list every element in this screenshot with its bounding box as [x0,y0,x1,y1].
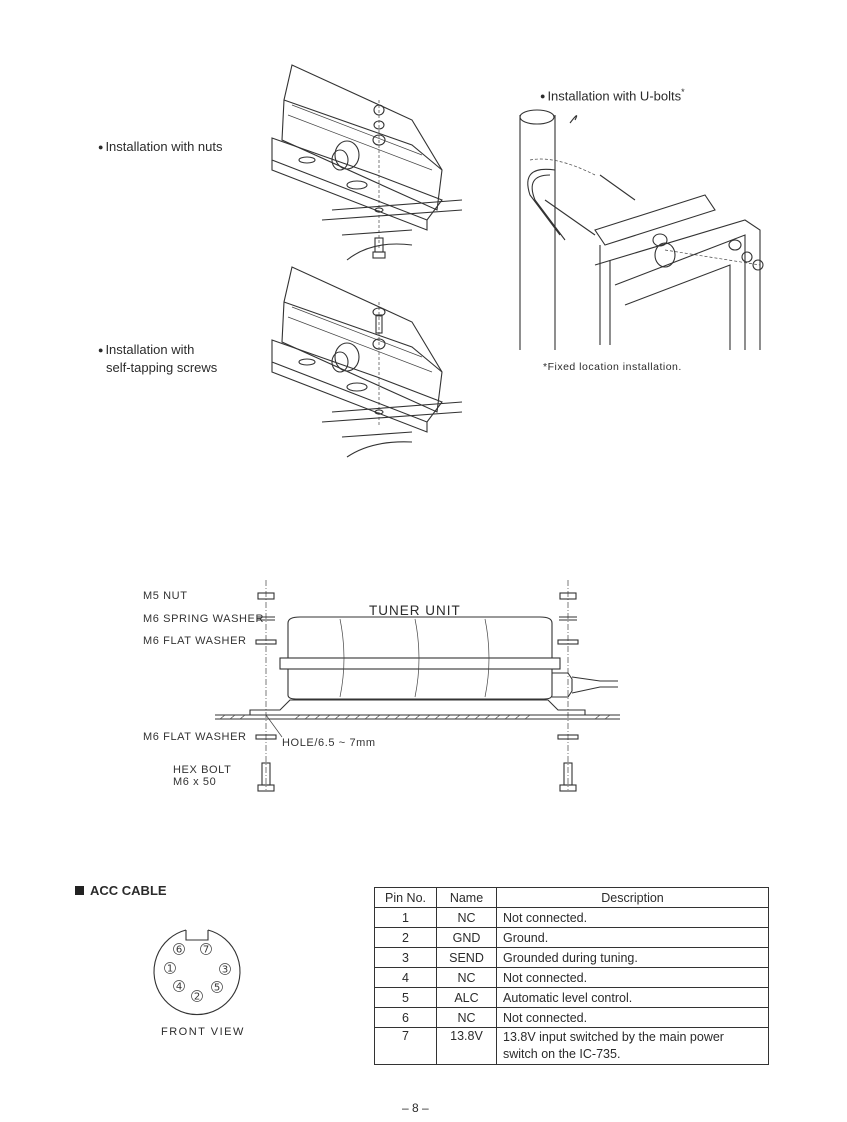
header-pin-no: Pin No. [375,888,437,908]
pin-cell: 4 [375,968,437,988]
pin-cell: 2 [375,928,437,948]
header-name: Name [437,888,497,908]
name-cell: SEND [437,948,497,968]
label-install-screws-line2: self-tapping screws [106,360,218,375]
tuner-unit-diagram [200,575,630,805]
pin-4-label: 4 [175,981,183,993]
acc-connector-front-view [152,928,242,1018]
name-cell: NC [437,908,497,928]
description-cell: Automatic level control. [497,988,769,1008]
table-row [375,928,769,948]
label-m6-spring-washer: M6 SPRING WASHER [143,613,265,625]
wing-nut-icon [332,343,359,372]
name-cell: ALC [437,988,497,1008]
label-install-ubolts-text: Installation with U-bolts [547,88,682,104]
acc-cable-heading [75,883,167,898]
label-hex-bolt-line2: M6 x 50 [173,776,217,788]
table-row [375,1028,769,1065]
table-row [375,1008,769,1028]
label-install-ubolts-mark: * [681,87,685,97]
label-install-nuts: ● Installation with nuts [98,138,223,156]
label-install-screws-line1: ● Installation with [98,341,217,359]
label-m6-flat-washer-bottom: M6 FLAT WASHER [143,731,247,743]
acc-pin-table [374,887,769,1065]
name-cell: NC [437,968,497,988]
pin-cell: 3 [375,948,437,968]
pin-7-label: 7 [202,944,210,956]
header-description: Description [497,888,769,908]
description-cell: Not connected. [497,968,769,988]
pin-5-label: 5 [213,982,221,994]
label-install-ubolts [540,84,685,105]
pin-2-label: 2 [193,991,201,1003]
pin-cell: 5 [375,988,437,1008]
pin-cell: 7 [375,1028,437,1065]
screws-installation-illustration [262,262,462,462]
description-cell: Not connected. [497,908,769,928]
description-cell: Not connected. [497,1008,769,1028]
square-bullet-icon [75,886,84,895]
table-header-row [375,888,769,908]
connector-pins [165,944,231,1003]
acc-cable-heading-text: ACC CABLE [90,883,167,898]
wing-nut-icon [653,234,675,267]
pin-3-label: 3 [221,964,229,976]
front-view-caption: FRONT VIEW [161,1026,245,1038]
page-number: – 8 – [402,1101,429,1115]
table-row [375,968,769,988]
label-install-screws [98,341,217,376]
name-cell: 13.8V [437,1028,497,1065]
nuts-installation-illustration [262,60,462,270]
tuner-unit-title: TUNER UNIT [369,603,461,618]
label-m6-flat-washer-top: M6 FLAT WASHER [143,635,247,647]
description-cell: Grounded during tuning. [497,948,769,968]
description-cell: 13.8V input switched by the main power switch on the IC-735. [497,1028,769,1065]
wing-nut-icon [332,141,359,170]
label-hex-bolt-line1: HEX BOLT [173,764,232,776]
name-cell: GND [437,928,497,948]
pin-cell: 1 [375,908,437,928]
pin-6-label: 6 [175,944,183,956]
table-row [375,908,769,928]
table-row [375,988,769,1008]
pin-1-label: 1 [166,963,174,975]
name-cell: NC [437,1008,497,1028]
ubolt-installation-illustration [515,105,775,355]
label-hole: HOLE/6.5 ~ 7mm [282,737,376,749]
pin-cell: 6 [375,1008,437,1028]
ubolt-footnote: *Fixed location installation. [543,361,682,373]
description-cell: Ground. [497,928,769,948]
table-row [375,948,769,968]
label-m5-nut: M5 NUT [143,590,188,602]
